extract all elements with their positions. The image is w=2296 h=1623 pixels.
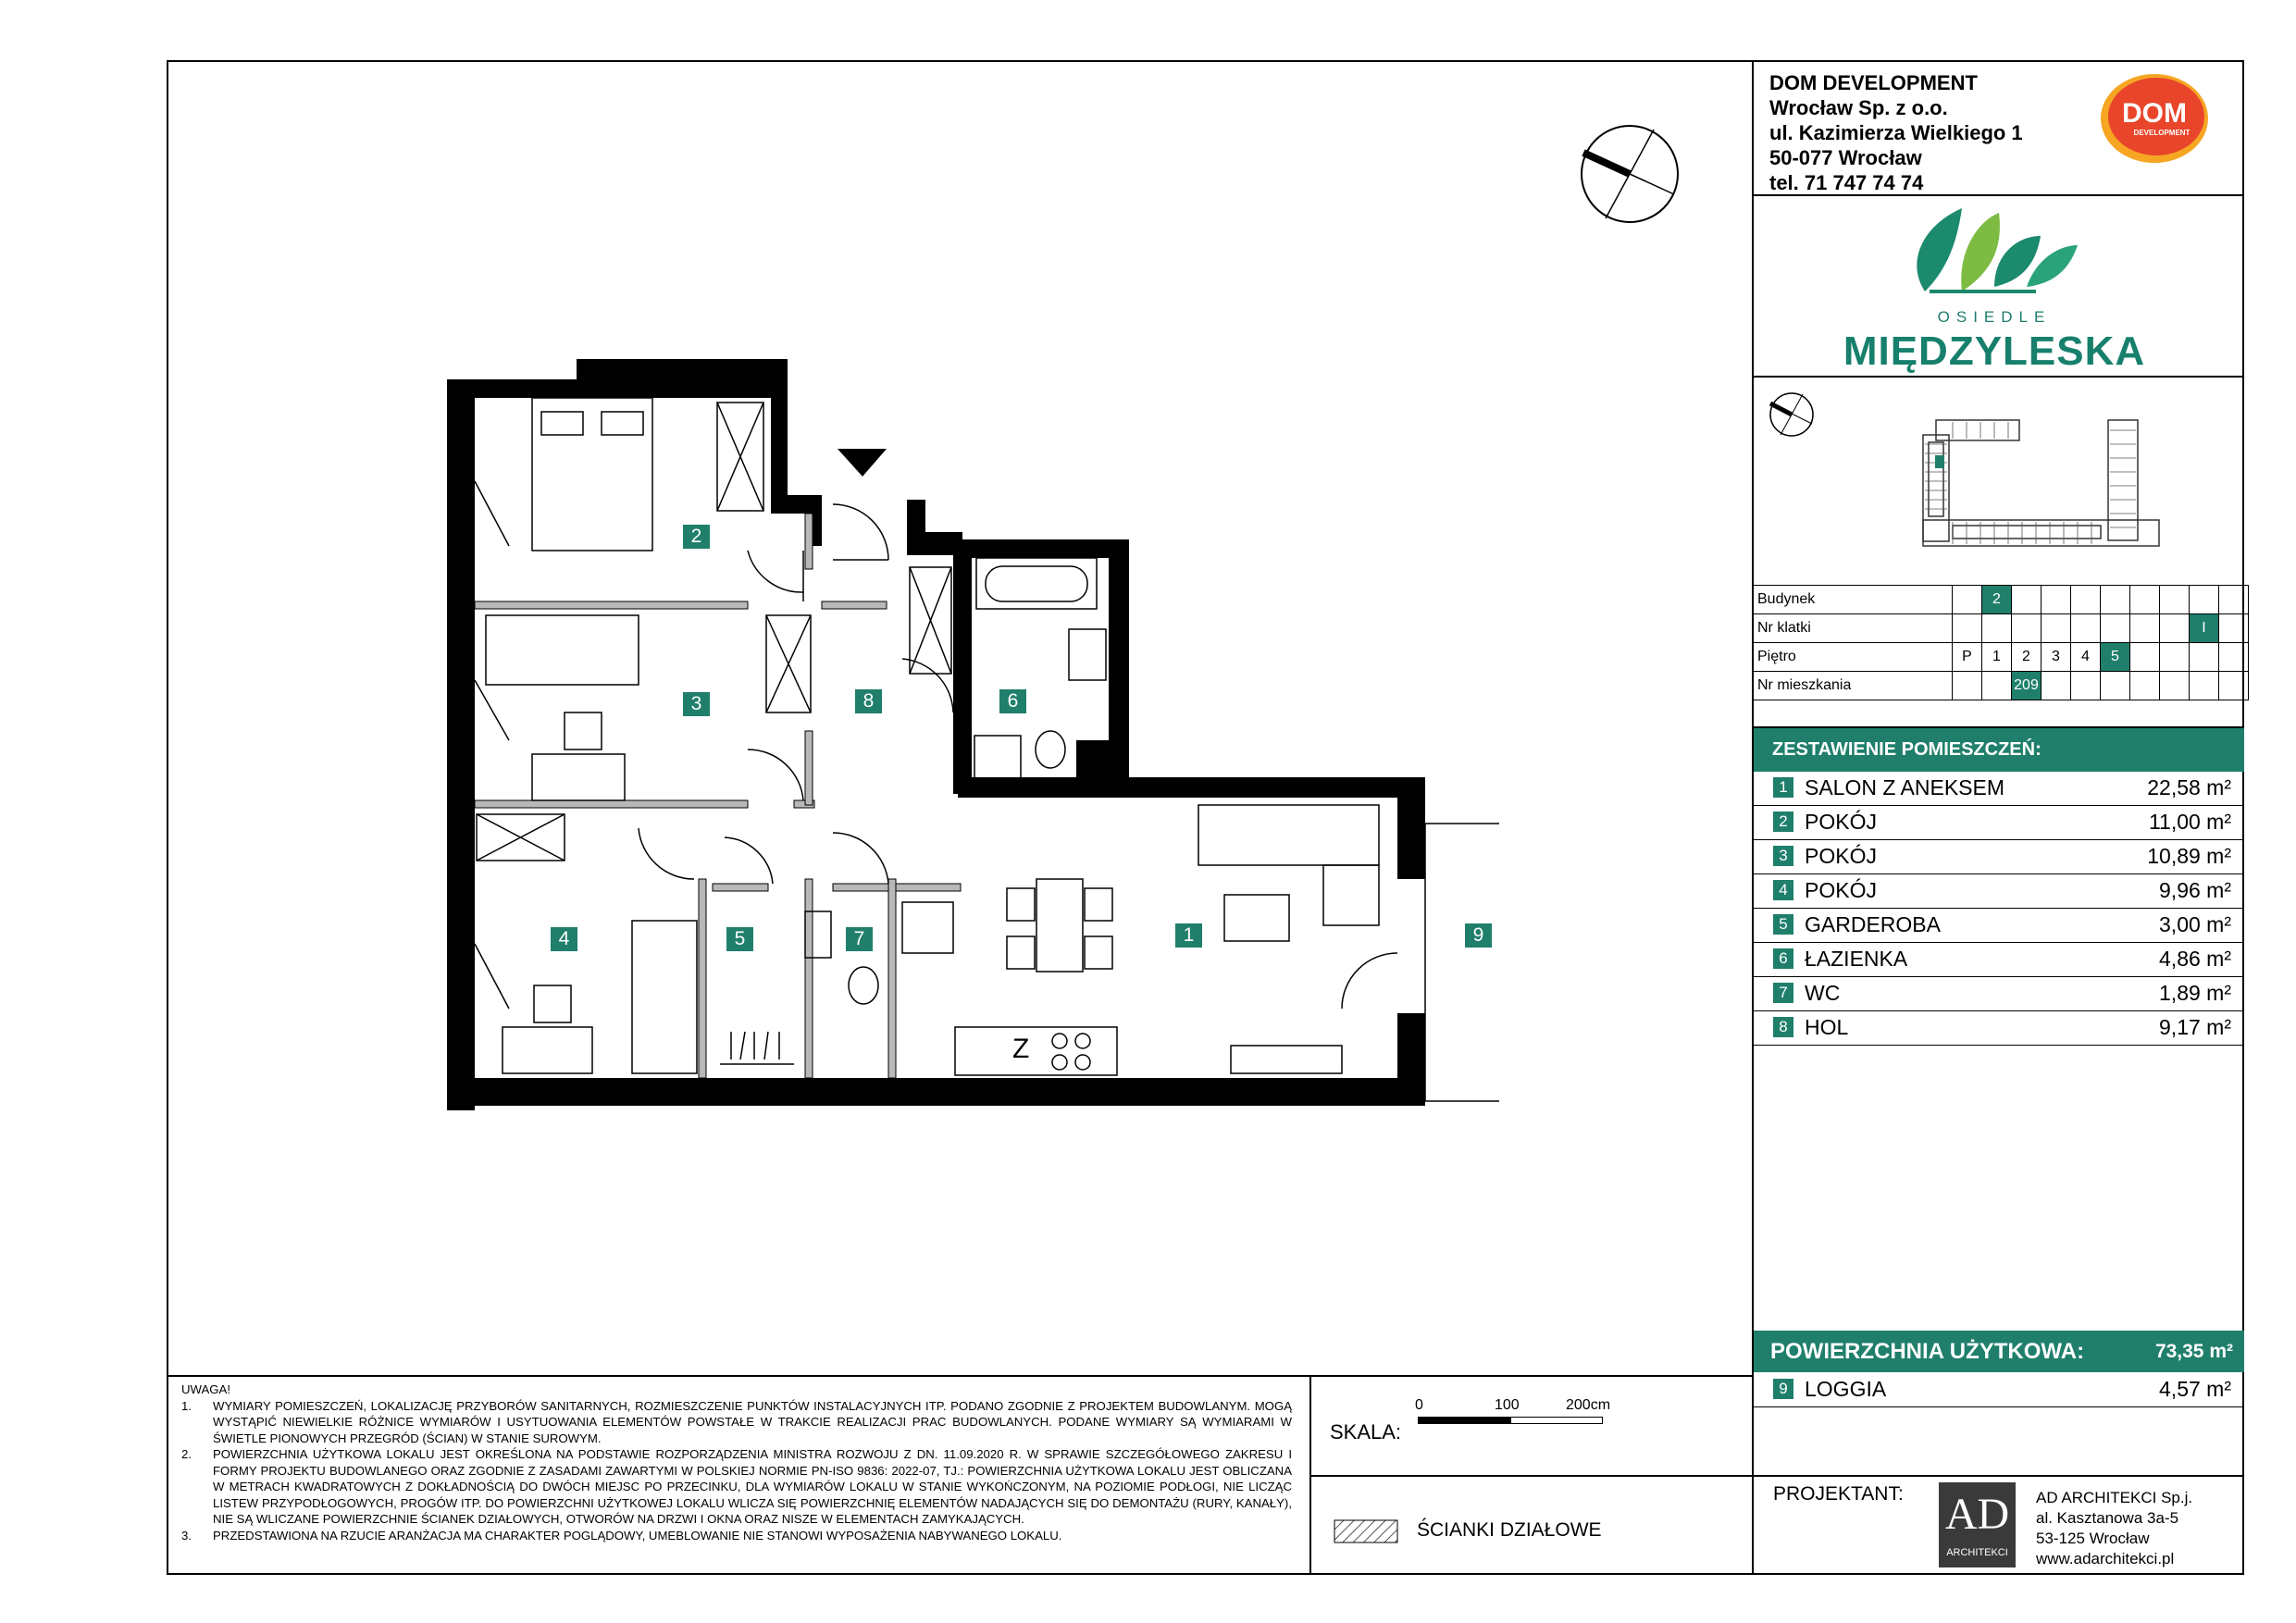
room-name: POKÓJ xyxy=(1805,878,1877,902)
mieszkanie-row xyxy=(1752,672,2249,700)
room-row xyxy=(1752,772,2242,806)
apartment-info-table xyxy=(1752,585,2249,700)
note-text: POWIERZCHNIA UŻYTKOWA LOKALU JEST OKREŚLONA NA PODSTAWIE ROZPORZĄDZENIA MINISTRA ROZWOJU Z DN. 11.09.2020 R. W SPRAWIE SZCZEGÓŁOWEGO ZAKRESU I FORMY PROJEKTU BUDOWLANEGO ORAZ ZGODNIE Z ZASADAMI ZAWARTYMI W POLSKIEJ NORMIE PN-ISO 9836: 2022-07, TJ.: POWIERZCHNIA UŻYTKOWA LOKALU JEST OBLICZANA W METRACH KWADRATOWYCH Z DOKŁADNOŚCIĄ DO DWÓCH MIEJSC PO PRZECINKU, DLA WYMIARÓW LOKALU W STANIE WYKOŃCZONYM, NA POZIOMIE PODŁOGI, NIE LICZĄC LISTEW PRZYPODŁOGOWYCH, PROGÓW ITP. DO POWIERZCHNI UŻYTKOWEJ LOKALU WLICZA SIĘ POWIERZCHNIĘ ELEMENTÓW NADAJĄCYCH SIĘ DO DEMONTAŻU (RURY, KANAŁY), NIE SĄ WLICZANE POWIERZCHNIE ŚCIANEK DZIAŁOWYCH, OTWORÓW NA DRZWI I OKNA ORAZ NISZE W ELEMENTACH ZAMYKAJĄCYCH. xyxy=(213,1447,1292,1526)
plan-label-5: 5 xyxy=(726,927,753,951)
company-branch: Wrocław Sp. z o.o. xyxy=(1769,96,1948,119)
scale-tick-200: 200cm xyxy=(1566,1397,1611,1413)
plan-label-7: 7 xyxy=(846,927,873,951)
loggia-list xyxy=(1752,1373,2242,1407)
room-area: 4,86 m² xyxy=(2159,947,2231,971)
room-row xyxy=(1752,977,2242,1011)
loggia-name: LOGGIA xyxy=(1805,1377,1887,1401)
room-area: 1,89 m² xyxy=(2159,981,2231,1005)
projektant-address xyxy=(2036,1488,2192,1569)
notes-divider xyxy=(167,1375,1752,1377)
company-street: ul. Kazimierza Wielkiego 1 xyxy=(1769,121,2023,144)
plan-label-2: 2 xyxy=(683,525,710,549)
notes-title: UWAGA! xyxy=(181,1382,230,1396)
loggia-num: 9 xyxy=(1773,1379,1793,1399)
loggia-area: 4,57 m² xyxy=(2159,1377,2231,1401)
pietro-option: P xyxy=(1953,643,1982,672)
plan-label-9: 9 xyxy=(1465,923,1492,948)
scale-bar-black xyxy=(1418,1417,1510,1424)
floor-plan xyxy=(435,352,1499,1110)
projektant-web: www.adarchitekci.pl xyxy=(2036,1550,2175,1567)
pietro-row xyxy=(1752,643,2249,672)
ad-logo xyxy=(1939,1482,2016,1567)
projektant-block xyxy=(1758,1481,2240,1573)
dom-logo-sub: DEVELOPMENT xyxy=(2133,129,2191,137)
klatka-row xyxy=(1752,614,2249,643)
projektant-name: AD ARCHITEKCI Sp.j. xyxy=(2036,1489,2193,1506)
room-num: 3 xyxy=(1773,846,1793,866)
plan-label-6: 6 xyxy=(999,689,1026,713)
pietro-option: 2 xyxy=(2012,643,2042,672)
room-num: 8 xyxy=(1773,1017,1793,1037)
total-value: 73,35 m² xyxy=(2154,1341,2233,1362)
total-separator xyxy=(1752,1475,2244,1477)
room-row xyxy=(1752,943,2242,977)
room-area: 22,58 m² xyxy=(2147,775,2231,799)
room-area: 11,00 m² xyxy=(2148,810,2231,834)
total-label: POWIERZCHNIA UŻYTKOWA: xyxy=(1770,1339,2085,1364)
scale-tick-0: 0 xyxy=(1415,1397,1423,1413)
room-num: 7 xyxy=(1773,983,1793,1003)
room-area: 3,00 m² xyxy=(2159,912,2231,936)
notes-section xyxy=(181,1381,1292,1543)
dom-logo-text: DOM xyxy=(2122,98,2187,129)
projektant-city: 53-125 Wrocław xyxy=(2036,1530,2150,1547)
company-address xyxy=(1769,70,2023,195)
plan-z-label: Z xyxy=(1012,1034,1030,1064)
room-name: WC xyxy=(1805,981,1841,1005)
plan-label-4: 4 xyxy=(551,927,577,951)
budynek-row xyxy=(1752,586,2249,614)
brand-separator xyxy=(1752,376,2244,378)
klatka-label: Nr klatki xyxy=(1752,614,1953,643)
compass-icon xyxy=(1578,122,1682,226)
room-num: 6 xyxy=(1773,948,1793,969)
scale-bar xyxy=(1330,1397,1756,1476)
pietro-option: 1 xyxy=(1982,643,2012,672)
room-name: GARDEROBA xyxy=(1805,912,1941,936)
room-area: 9,17 m² xyxy=(2159,1015,2231,1039)
mieszkanie-label: Nr mieszkania xyxy=(1752,672,1953,700)
budynek-label: Budynek xyxy=(1752,586,1953,614)
projektant-street: al. Kasztanowa 3a-5 xyxy=(2036,1509,2179,1527)
pietro-option: 4 xyxy=(2071,643,2101,672)
hatch-swatch-icon xyxy=(1334,1519,1398,1543)
plan-label-8: 8 xyxy=(855,689,882,713)
scale-tick-100: 100 xyxy=(1495,1397,1520,1413)
mieszkanie-value: 209 xyxy=(2012,672,2042,700)
room-area: 9,96 m² xyxy=(2159,878,2231,902)
walls-legend-label: ŚCIANKI DZIAŁOWE xyxy=(1417,1519,1602,1541)
projektant-label: PROJEKTANT: xyxy=(1773,1483,1904,1505)
leaf-icon xyxy=(1842,199,2147,305)
room-num: 4 xyxy=(1773,880,1793,900)
scale-label: SKALA: xyxy=(1330,1420,1402,1443)
dom-development-logo xyxy=(2099,72,2210,165)
ad-logo-letters: AD xyxy=(1944,1490,2010,1539)
note-item xyxy=(181,1446,1292,1528)
room-area: 10,89 m² xyxy=(2147,844,2231,868)
note-number: 1. xyxy=(181,1398,192,1413)
company-city: 50-077 Wrocław xyxy=(1769,146,1922,169)
klatka-value: I xyxy=(2190,614,2219,643)
company-phone: tel. 71 747 74 74 xyxy=(1769,171,1924,194)
room-row xyxy=(1752,806,2242,840)
loggia-row xyxy=(1752,1373,2242,1407)
room-name: POKÓJ xyxy=(1805,810,1877,834)
room-row xyxy=(1752,909,2242,943)
osiedle-name: MIĘDZYLESKA xyxy=(1843,328,2146,374)
room-row xyxy=(1752,1011,2242,1046)
room-num: 5 xyxy=(1773,914,1793,935)
compass-small-icon xyxy=(1768,390,1816,439)
rooms-list xyxy=(1752,772,2242,1046)
note-text: PRZEDSTAWIONA NA RZUCIE ARANŻACJA MA CHARAKTER POGLĄDOWY, UMEBLOWANIE NIE STANOWI WYPOSAŻENIA NABYWANEGO LOKALU. xyxy=(213,1528,1062,1542)
rooms-header-text: ZESTAWIENIE POMIESZCZEŃ: xyxy=(1772,739,2042,760)
note-number: 3. xyxy=(181,1528,192,1542)
plan-label-3: 3 xyxy=(683,692,710,716)
room-name: ŁAZIENKA xyxy=(1805,947,1908,971)
osiedle-logo xyxy=(1842,199,2147,375)
ad-logo-caption: ARCHITEKCI xyxy=(1946,1547,2008,1558)
scale-bar-white xyxy=(1510,1417,1603,1424)
room-name: SALON Z ANEKSEM xyxy=(1805,775,2005,799)
site-plan-thumbnail xyxy=(1897,416,2166,555)
room-num: 1 xyxy=(1773,777,1793,798)
osiedle-label: OSIEDLE xyxy=(1937,308,2052,326)
plan-label-1: 1 xyxy=(1175,923,1202,948)
total-area-bar xyxy=(1754,1331,2244,1372)
note-item xyxy=(181,1398,1292,1447)
pietro-option: 3 xyxy=(2042,643,2071,672)
company-name: DOM DEVELOPMENT xyxy=(1769,71,1978,94)
note-number: 2. xyxy=(181,1447,192,1461)
note-item xyxy=(181,1528,1292,1544)
pietro-option-selected: 5 xyxy=(2101,643,2130,672)
pietro-label: Piętro xyxy=(1752,643,1953,672)
room-row xyxy=(1752,840,2242,874)
budynek-value: 2 xyxy=(1982,586,2012,614)
room-name: HOL xyxy=(1805,1015,1849,1039)
room-name: POKÓJ xyxy=(1805,844,1877,868)
room-num: 2 xyxy=(1773,812,1793,832)
note-text: WYMIARY POMIESZCZEŃ, LOKALIZACJĘ PRZYBORÓW SANITARNYCH, ROZMIESZCZENIE PUNKTÓW INSTALACYJNYCH ITP. PODANO ZGODNIE Z PROJEKTEM BUDOWLANYM. MOGĄ WYSTĄPIĆ NIEWIELKIE RÓŻNICE WYMIARÓW I USYTUOWANIA ELEMENTÓW POWSTAŁE W TRAKCIE REALIZACJI PRAC BUDOWLANYCH. PODANE WYMIARY SĄ WYMIARAMI W ŚWIETLE PIONOWYCH PRZEGRÓD (ŚCIAN) W STANIE SUROWYM. xyxy=(213,1398,1292,1445)
rooms-header xyxy=(1754,728,2244,772)
room-row xyxy=(1752,874,2242,909)
